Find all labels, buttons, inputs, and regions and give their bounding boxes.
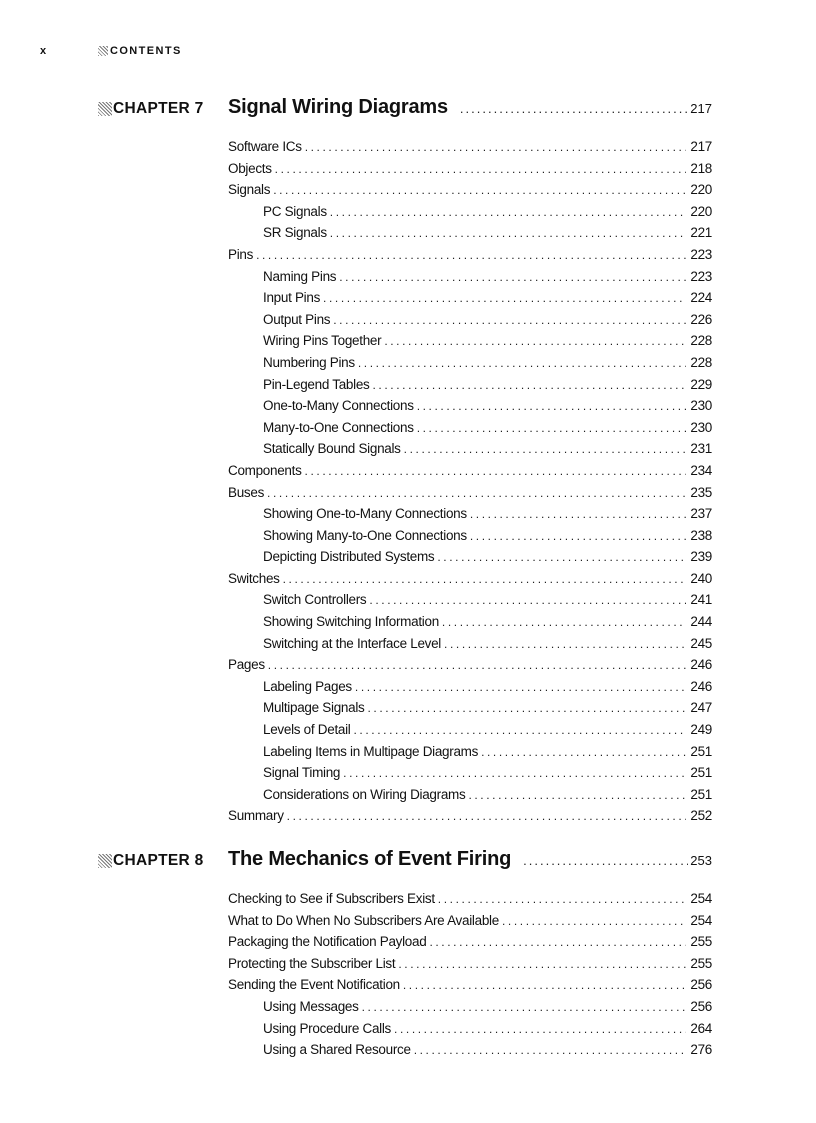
chapter-page: 253 <box>690 853 712 868</box>
toc-entry-page: 246 <box>690 678 712 694</box>
toc-entry-page: 217 <box>690 139 712 154</box>
toc-entry[interactable] <box>228 374 712 396</box>
page-number: x <box>40 45 48 57</box>
toc-entry-page: 239 <box>690 549 712 565</box>
toc-entry-page: 226 <box>690 311 712 327</box>
toc-entry[interactable] <box>228 222 712 244</box>
toc-entry[interactable] <box>228 697 712 719</box>
toc-entry-title[interactable]: Labeling Items in Multipage Diagrams <box>263 743 479 759</box>
toc-entry-page: 256 <box>690 977 712 993</box>
toc-entry-page: 251 <box>690 765 712 781</box>
toc-entry-title[interactable]: Pages <box>228 657 265 673</box>
leader-dots <box>460 101 688 116</box>
leader-dots <box>333 310 686 332</box>
toc-entry-page: 230 <box>690 419 712 435</box>
toc-entry-title[interactable]: Output Pins <box>263 311 331 327</box>
shaded-square-icon <box>98 102 112 116</box>
leader-dots <box>330 223 686 245</box>
toc-entry-title[interactable]: Many-to-One Connections <box>263 419 414 435</box>
toc-entry-page: 220 <box>690 182 712 198</box>
leader-dots <box>442 612 686 634</box>
toc-entry-title[interactable]: Considerations on Wiring Diagrams <box>263 786 466 802</box>
toc-entry-title[interactable]: Switches <box>228 570 280 586</box>
toc-entry-title[interactable]: Multipage Signals <box>263 700 365 716</box>
toc-entry-title[interactable]: Wiring Pins Together <box>263 333 382 349</box>
leader-dots <box>367 698 686 720</box>
toc-entry-title[interactable]: Showing Many-to-One Connections <box>263 527 467 543</box>
leader-dots <box>323 288 686 310</box>
toc-entry-page: 228 <box>690 333 712 349</box>
toc-entry-title[interactable]: Sending the Event Notification <box>228 977 400 993</box>
leader-dots <box>470 504 686 526</box>
leader-dots <box>287 806 686 828</box>
toc-entry-page: 231 <box>690 441 712 457</box>
leader-dots <box>358 353 686 375</box>
leader-dots <box>275 159 686 181</box>
chapter-title-row[interactable] <box>228 848 712 871</box>
leader-dots <box>354 720 687 742</box>
leader-dots <box>273 180 686 202</box>
toc-entry-page: 220 <box>690 203 712 219</box>
leader-dots <box>437 547 686 569</box>
chapter-label-text: CHAPTER 8 <box>113 852 204 869</box>
toc-entry-page: 251 <box>690 786 712 802</box>
toc-entry-page: 223 <box>690 246 712 262</box>
chapter-label-text: CHAPTER 7 <box>113 100 204 117</box>
leader-dots <box>256 245 686 267</box>
leader-dots <box>339 267 686 289</box>
toc-entry-title[interactable]: Switching at the Interface Level <box>263 635 442 651</box>
toc-entry-title[interactable]: Naming Pins <box>263 268 337 284</box>
shaded-square-icon <box>98 46 108 56</box>
toc-entry-title[interactable]: Depicting Distributed Systems <box>263 549 435 565</box>
leader-dots <box>343 763 686 785</box>
leader-dots <box>305 137 686 159</box>
toc-entry-page: 247 <box>690 700 712 716</box>
leader-dots <box>403 975 686 997</box>
toc-entry-title[interactable]: Using Procedure Calls <box>263 1020 392 1036</box>
toc-entry-title[interactable]: Objects <box>228 160 272 176</box>
toc-entry-title[interactable]: Checking to See if Subscribers Exist <box>228 891 435 906</box>
toc-entry-title[interactable]: Using a Shared Resource <box>263 1042 411 1058</box>
toc-entry-title[interactable]: Software ICs <box>228 139 302 154</box>
toc-entry-page: 223 <box>690 268 712 284</box>
toc-entry[interactable] <box>228 805 712 827</box>
toc-entry-page: 221 <box>690 225 712 241</box>
toc-entry-title[interactable]: Switch Controllers <box>263 592 367 608</box>
leader-dots <box>481 742 686 764</box>
leader-dots <box>502 911 686 933</box>
toc-entry-page: 235 <box>690 484 712 500</box>
shaded-square-icon <box>98 854 112 868</box>
toc-entry[interactable] <box>228 525 712 547</box>
leader-dots <box>362 997 686 1019</box>
toc-entry-title[interactable]: What to Do When No Subscribers Are Available <box>228 912 499 928</box>
chapter-title[interactable]: The Mechanics of Event Firing <box>228 848 512 870</box>
toc-entry[interactable] <box>228 330 712 352</box>
toc-entry[interactable] <box>228 309 712 331</box>
toc-entry-page: 255 <box>690 955 712 971</box>
leader-dots <box>468 785 686 807</box>
toc-entry-page: 254 <box>690 891 712 906</box>
toc-entry-page: 251 <box>690 743 712 759</box>
toc-entry[interactable] <box>228 352 712 374</box>
leader-dots <box>384 331 686 353</box>
leader-dots <box>394 1019 686 1041</box>
toc-entry-title[interactable]: Signals <box>228 182 271 198</box>
toc-entry[interactable] <box>228 244 712 266</box>
toc-entries <box>228 888 712 1061</box>
chapter-8-block <box>0 848 816 1058</box>
toc-entry-title[interactable]: Showing Switching Information <box>263 614 439 630</box>
toc-entry[interactable] <box>228 719 712 741</box>
toc-entry-page: 237 <box>690 506 712 522</box>
toc-entry-title[interactable]: Pin-Legend Tables <box>263 376 370 392</box>
toc-entry[interactable] <box>228 158 712 180</box>
toc-entry[interactable] <box>228 888 712 910</box>
toc-entry-title[interactable]: Input Pins <box>263 290 321 306</box>
toc-entry[interactable] <box>228 287 712 309</box>
toc-entry-page: 249 <box>690 722 712 738</box>
toc-entry-page: 276 <box>690 1042 712 1058</box>
toc-entry-page: 244 <box>690 614 712 630</box>
toc-entry[interactable] <box>228 1018 712 1040</box>
toc-entry[interactable] <box>228 417 712 439</box>
leader-dots <box>283 569 686 591</box>
toc-entry-page: 255 <box>690 934 712 950</box>
toc-entry-page: 245 <box>690 635 712 651</box>
toc-entry-page: 224 <box>690 290 712 306</box>
leader-dots <box>355 677 686 699</box>
leader-dots <box>305 461 686 483</box>
toc-entry[interactable] <box>228 974 712 996</box>
toc-entry[interactable] <box>228 611 712 633</box>
chapter-heading <box>0 848 816 878</box>
toc-entry[interactable] <box>228 201 712 223</box>
leader-dots <box>414 1040 686 1062</box>
leader-dots <box>417 396 686 418</box>
leader-dots <box>417 418 686 440</box>
leader-dots <box>470 526 686 548</box>
leader-dots <box>330 202 686 224</box>
toc-entry[interactable] <box>228 762 712 784</box>
toc-entry[interactable] <box>228 589 712 611</box>
toc-entry-title[interactable]: Using Messages <box>263 998 359 1014</box>
toc-entry[interactable] <box>228 931 712 953</box>
toc-entry-title[interactable]: Components <box>228 462 302 478</box>
toc-entry-title[interactable]: Summary <box>228 808 284 824</box>
toc-entry-title[interactable]: Signal Timing <box>263 765 341 781</box>
chapter-title-row[interactable] <box>228 96 712 119</box>
toc-entry[interactable] <box>228 460 712 482</box>
chapter-heading <box>0 96 816 126</box>
toc-entry[interactable] <box>228 395 712 417</box>
leader-dots <box>438 889 686 911</box>
leader-dots <box>429 932 686 954</box>
toc-entry-page: 230 <box>690 398 712 414</box>
leader-dots <box>444 634 686 656</box>
toc-entry[interactable] <box>228 266 712 288</box>
toc-entry-title[interactable]: Numbering Pins <box>263 354 355 370</box>
toc-entry-title[interactable]: One-to-Many Connections <box>263 398 414 414</box>
toc-entry[interactable] <box>228 784 712 806</box>
chapter-label <box>98 852 204 870</box>
chapter-label <box>98 100 204 118</box>
leader-dots <box>404 439 686 461</box>
toc-entry-page: 252 <box>690 808 712 824</box>
leader-dots <box>267 483 686 505</box>
toc-entry[interactable] <box>228 910 712 932</box>
toc-entry-page: 229 <box>690 376 712 392</box>
toc-entry[interactable] <box>228 996 712 1018</box>
toc-entry[interactable] <box>228 438 712 460</box>
toc-entry[interactable] <box>228 568 712 590</box>
toc-entry-page: 246 <box>690 657 712 673</box>
toc-entry[interactable] <box>228 482 712 504</box>
toc-entry-title[interactable]: Levels of Detail <box>263 722 351 738</box>
toc-entry[interactable] <box>228 136 712 158</box>
toc-entry-page: 234 <box>690 462 712 478</box>
toc-entry[interactable] <box>228 633 712 655</box>
toc-entry[interactable] <box>228 503 712 525</box>
running-head <box>40 44 182 58</box>
chapter-7-block <box>0 96 816 824</box>
leader-dots <box>369 590 686 612</box>
toc-entry-title[interactable]: PC Signals <box>263 203 327 219</box>
toc-entry-page: 218 <box>690 160 712 176</box>
toc-entry-title[interactable]: Buses <box>228 484 265 500</box>
toc-entry-page: 228 <box>690 354 712 370</box>
toc-entry-page: 240 <box>690 570 712 586</box>
toc-entry[interactable] <box>228 654 712 676</box>
toc-entry[interactable] <box>228 1039 712 1061</box>
toc-entry-title[interactable]: Packaging the Notification Payload <box>228 934 427 950</box>
section-label: CONTENTS <box>110 45 182 57</box>
toc-entry[interactable] <box>228 953 712 975</box>
toc-entry-page: 264 <box>690 1020 712 1036</box>
leader-dots <box>398 954 686 976</box>
toc-entry-title[interactable]: Statically Bound Signals <box>263 441 401 457</box>
chapter-page: 217 <box>690 101 712 116</box>
toc-entry-title[interactable]: Protecting the Subscriber List <box>228 955 396 971</box>
toc-entries <box>228 136 712 827</box>
toc-entry-page: 238 <box>690 527 712 543</box>
toc-entry-title[interactable]: SR Signals <box>263 225 327 241</box>
toc-entry[interactable] <box>228 179 712 201</box>
toc-entry[interactable] <box>228 546 712 568</box>
toc-entry-title[interactable]: Labeling Pages <box>263 678 352 694</box>
toc-entry[interactable] <box>228 741 712 763</box>
toc-entry-title[interactable]: Pins <box>228 246 254 262</box>
toc-entry-title[interactable]: Showing One-to-Many Connections <box>263 506 467 522</box>
toc-entry-page: 256 <box>690 998 712 1014</box>
leader-dots <box>268 655 686 677</box>
leader-dots <box>523 853 688 868</box>
chapter-title[interactable]: Signal Wiring Diagrams <box>228 96 448 118</box>
toc-entry-page: 241 <box>690 592 712 608</box>
toc-entry-page: 254 <box>690 912 712 928</box>
leader-dots <box>373 375 687 397</box>
toc-entry[interactable] <box>228 676 712 698</box>
